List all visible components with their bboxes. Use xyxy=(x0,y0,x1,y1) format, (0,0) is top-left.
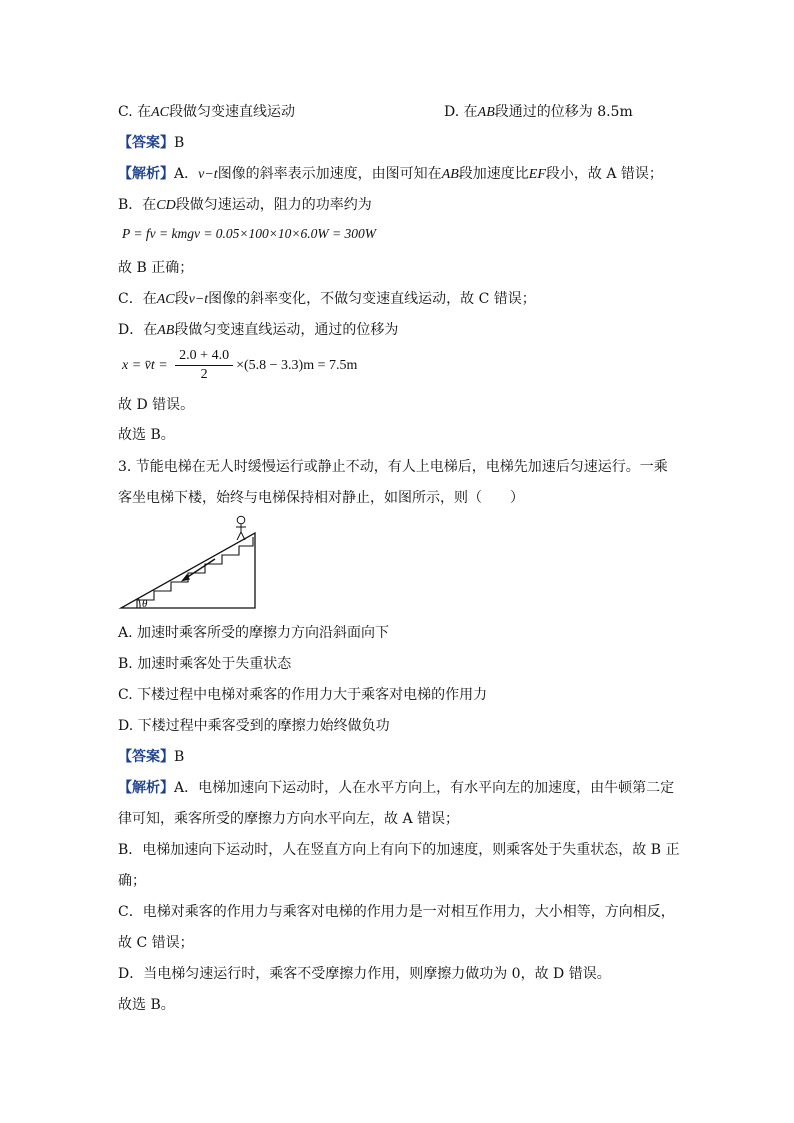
option-b: B. 加速时乘客处于失重状态 xyxy=(118,656,292,672)
answer-tag: 【答案】 xyxy=(118,749,174,765)
power-formula: P = fv = kmgv = 0.05×100×10×6.0W = 300W xyxy=(122,226,376,241)
d-conclusion: 故 D 错误。 xyxy=(118,397,195,413)
option-c: C. 在AC段做匀变速直线运动 xyxy=(118,104,296,120)
arrow-head xyxy=(181,574,190,582)
analysis-c-line: C．在AC段v−t图像的斜率变化，不做匀变速直线运动，故 C 错误； xyxy=(118,291,536,307)
q3-analysis-b-line2: 确； xyxy=(118,873,146,889)
escalator-diagram xyxy=(118,512,260,612)
incline-triangle xyxy=(121,533,255,608)
analysis-d-line: D．在AB段做匀变速直线运动，通过的位移为 xyxy=(118,322,399,338)
q3-analysis-c-line1: C．电梯对乘客的作用力与乘客对电梯的作用力是一对相互作用力，大小相等，方向相反， xyxy=(118,904,675,920)
final-answer-prev: 故选 B。 xyxy=(118,427,175,443)
question3-stem-line1: 3. 节能电梯在无人时缓慢运行或静止不动，有人上电梯后，电梯先加速后匀速运行。一乘 xyxy=(118,459,668,475)
analysis-a-line: 【解析】A．v−t图像的斜率表示加速度，由图可知在AB段加速度比EF段小，故 A 错误； xyxy=(118,166,663,182)
b-conclusion: 故 B 正确； xyxy=(118,260,194,276)
analysis-b-line: B．在CD段做匀速运动，阻力的功率约为 xyxy=(118,197,372,213)
question3-stem-line2: 客坐电梯下楼，始终与电梯保持相对静止，如图所示，则（ ） xyxy=(118,490,524,506)
q3-analysis-d-line: D．当电梯匀速运行时，乘客不受摩擦力作用，则摩擦力做功为 0，故 D 错误。 xyxy=(118,966,611,982)
answer-value: B xyxy=(174,135,185,151)
q3-analysis-a-line2: 律可知，乘客所受的摩擦力方向水平向左，故 A 错误； xyxy=(118,811,460,827)
fraction: $\frac{2.0 + 4.0}{2}$ xyxy=(175,347,233,384)
q3-analysis-c-line2: 故 C 错误； xyxy=(118,935,194,951)
option-d: D. 在AB段通过的位移为 8.5m xyxy=(444,104,633,120)
q3-analysis-b-line1: B．电梯加速向下运动时，人在竖直方向上有向下的加速度，则乘客处于失重状态，故 B 正 xyxy=(118,842,680,858)
angle-label: θ xyxy=(142,598,148,610)
analysis-tag: 【解析】 xyxy=(118,780,174,796)
analysis-tag: 【解析】 xyxy=(118,166,174,182)
answer-line-prev xyxy=(118,133,184,153)
option-d-q3: D. 下楼过程中乘客受到的摩擦力始终做负功 xyxy=(118,718,390,734)
passenger-leg-right xyxy=(241,532,245,540)
q3-final-answer: 故选 B。 xyxy=(118,997,175,1013)
displacement-formula: x = v̄t = $\frac{2.0 + 4.0}{2}$ ×(5.8 − 3.3)m = 7.5m xyxy=(122,347,358,382)
passenger-head xyxy=(237,516,245,524)
answer-value: B xyxy=(174,749,185,765)
escalator-figure xyxy=(118,512,260,612)
answer-line-q3 xyxy=(118,747,184,767)
passenger-leg-left xyxy=(237,532,241,540)
q3-analysis-a-line1: 【解析】A．电梯加速向下运动时，人在水平方向上，有水平向左的加速度，由牛顿第二定 xyxy=(118,780,675,796)
answer-tag: 【答案】 xyxy=(118,135,174,151)
option-a: A. 加速时乘客所受的摩擦力方向沿斜面向下 xyxy=(118,625,390,641)
option-c-q3: C. 下楼过程中电梯对乘客的作用力大于乘客对电梯的作用力 xyxy=(118,687,488,703)
